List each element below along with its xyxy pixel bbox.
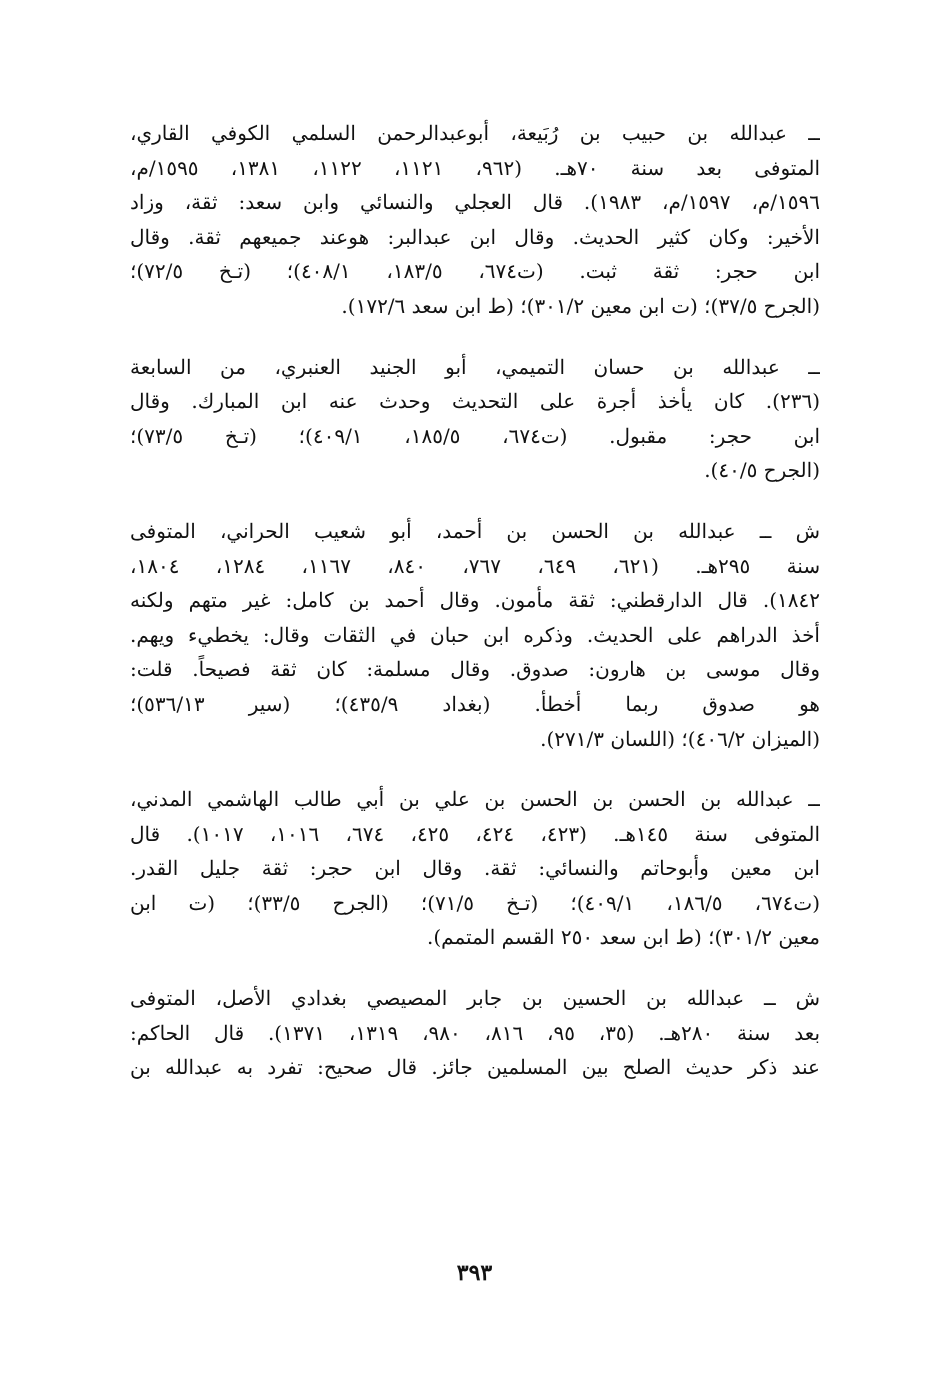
entry-line: عند ذكر حديث الصلح بين المسلمين جائز. قال صحيح: تفرد به عبدالله بن (130, 1055, 820, 1080)
entry-abdullah-ibn-hassan (130, 350, 820, 488)
entry-line: (الجرح ٣٧/٥)؛ (ت ابن معين ٣٠١/٢)؛ (ط ابن سعد ١٧٢/٦). (341, 293, 820, 318)
entry-line: سنة ٢٩٥هـ. (٦٢١، ٦٤٩، ٧٦٧، ٨٤٠، ١١٦٧، ١٢٨٤، ١٨٠٤، (130, 553, 820, 578)
entry-line: أخذ الدراهم على الحديث. وذكره ابن حبان في الثقات وقال: يخطيء ويهم. (130, 622, 820, 647)
entry-line: ش ــ عبدالله بن الحسن بن أحمد، أبو شعيب الحراني، المتوفى (130, 518, 820, 543)
entry-line: المتوفى سنة ١٤٥هـ. (٤٢٣، ٤٢٤، ٤٢٥، ٦٧٤، ١٠١٦، ١٠١٧). قال (130, 821, 820, 846)
entry-abdullah-ibn-al-husayn (130, 981, 820, 1085)
entry-line: ابن حجر: مقبول. (ت٦٧٤، ١٨٥/٥، ٤٠٩/١)؛ (تـخ ٧٣/٥)؛ (130, 423, 820, 448)
entry-line: ــ عبدالله بن حسان التميمي، أبو الجنيد العنبري، من السابعة (130, 354, 820, 379)
entry-abdullah-ibn-habib (130, 116, 820, 324)
entry-line: معين ٣٠١/٢)؛ (ط ابن سعد ٢٥٠ القسم المتمم). (427, 925, 820, 950)
entry-line: ١٥٩٦/م، ١٥٩٧/م، ١٩٨٣). قال العجلي والنسائي وابن سعد: ثقة، وزاد (130, 190, 820, 215)
entry-line: الأخير: وكان كثير الحديث. وقال ابن عبدالبر: هوعند جميعهم ثقة. وقال (130, 224, 820, 249)
page-number: ٣٩٣ (456, 1260, 493, 1286)
entry-line: (الجرح ٤٠/٥). (704, 458, 820, 483)
entry-abdullah-ibn-al-hasan-al-hashimi (130, 782, 820, 955)
entry-line: ١٨٤٢). قال الدارقطني: ثقة مأمون. وقال أحمد بن كامل: غير متهم ولكنه (130, 588, 820, 613)
entry-line: (٢٣٦). كان يأخذ أجرة على التحديث وحدث عنه ابن المبارك. وقال (130, 389, 820, 414)
entry-line: ابن حجر: ثقة ثبت. (ت٦٧٤، ١٨٣/٥، ٤٠٨/١)؛ (تـخ ٧٢/٥)؛ (130, 259, 820, 284)
entry-abdullah-ibn-al-hasan-ibn-ahmad (130, 514, 820, 756)
entry-line: (الميزان ٤٠٦/٢)؛ (اللسان ٢٧١/٣). (540, 726, 820, 751)
entry-line: بعد سنة ٢٨٠هـ. (٣٥، ٩٥، ٨١٦، ٩٨٠، ١٣١٩، ١٣٧١). قال الحاكم: (130, 1020, 820, 1045)
entry-line: وقال موسى بن هارون: صدوق. وقال مسلمة: كان ثقة فصيحاً. قلت: (130, 657, 820, 682)
entry-line: المتوفى بعد سنة ٧٠هـ. (٩٦٢، ١١٢١، ١١٢٢، ١٣٨١، ١٥٩٥/م، (130, 155, 820, 180)
entry-line: (ت٦٧٤، ١٨٦/٥، ٤٠٩/١)؛ (تـخ ٧١/٥)؛ (الجرح ٣٣/٥)؛ (ت ابن (130, 890, 820, 915)
entry-line: ابن معين وأبوحاتم والنسائي: ثقة. وقال ابن حجر: ثقة جليل القدر. (130, 856, 820, 881)
entry-line: هو صدوق ربما أخطأ. (بغداد ٤٣٥/٩)؛ (سير ٥٣٦/١٣)؛ (130, 691, 820, 716)
entry-line: ــ عبدالله بن الحسن بن الحسن بن علي بن أبي طالب الهاشمي المدني، (130, 787, 820, 812)
entry-line: ش ــ عبدالله بن الحسين بن جابر المصيصي بغدادي الأصل، المتوفى (130, 986, 820, 1011)
entry-line: ــ عبدالله بن حبيب بن رُبَيعة، أبوعبدالرحمن السلمي الكوفي القاري، (130, 121, 820, 145)
entries-list (130, 116, 820, 1111)
